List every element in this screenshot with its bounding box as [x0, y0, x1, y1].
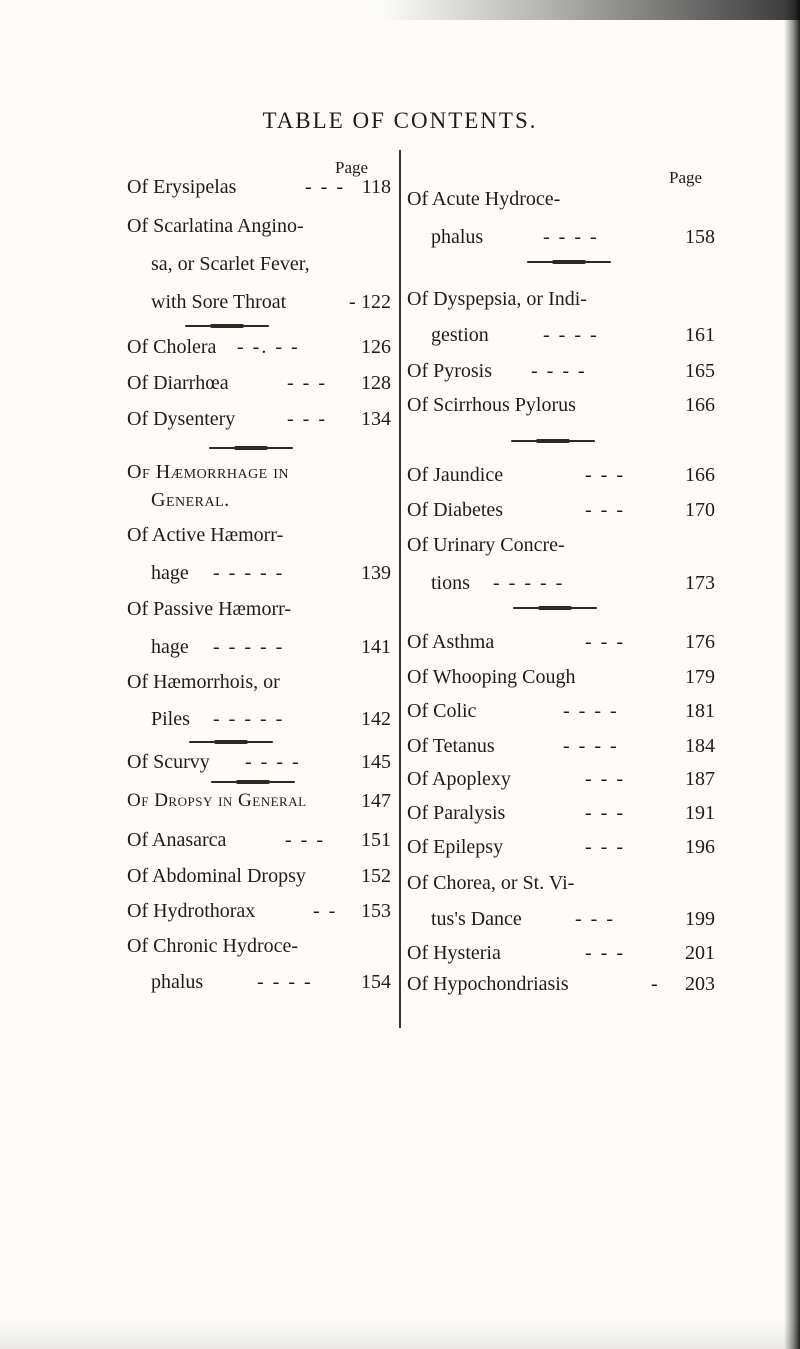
toc-entry: Of Hysteria - - - 201: [407, 942, 715, 964]
toc-entry-line: Of Urinary Concre-: [407, 534, 565, 556]
toc-entry: Of Diabetes - - - 170: [407, 499, 715, 521]
toc-entry: Of Erysipelas - - - 118: [127, 176, 391, 198]
toc-entry: Of Anasarca - - - 151: [127, 829, 391, 851]
toc-entry: gestion - - - - 161: [431, 324, 715, 346]
toc-entry: hage - - - - - 139: [151, 562, 391, 584]
toc-entry-line: Of Passive Hæmorr-: [127, 598, 292, 620]
toc-entry: tions - - - - - 173: [431, 572, 715, 594]
section-rule: [527, 261, 611, 263]
section-rule: [185, 325, 269, 327]
page-column-header: Page: [335, 158, 369, 177]
page-bottom-shade: [0, 1320, 800, 1349]
toc-entry: Of Dysentery - - - 134: [127, 408, 391, 430]
section-heading: General.: [151, 489, 230, 511]
toc-entry: Of Diarrhœa - - - 128: [127, 372, 391, 394]
toc-entry: Of Apoplexy - - - 187: [407, 768, 715, 790]
toc-entry: Piles - - - - - 142: [151, 708, 391, 730]
page-right-edge: [784, 0, 800, 1349]
toc-entry: Of Tetanus - - - - 184: [407, 735, 715, 757]
toc-entry-line: Of Hæmorrhois, or: [127, 671, 280, 693]
toc-entry: with Sore Throat - 122: [151, 291, 391, 313]
toc-entry: phalus - - - - 154: [151, 971, 391, 993]
toc-entry: Of Colic - - - - 181: [407, 700, 715, 722]
toc-entry-line: Of Acute Hydroce-: [407, 188, 561, 210]
section-rule: [511, 440, 595, 442]
toc-entry: Of Scirrhous Pylorus 166: [407, 394, 715, 416]
toc-entry: Of Whooping Cough 179: [407, 666, 715, 688]
toc-entry-line: Of Dyspepsia, or Indi-: [407, 288, 587, 310]
column-divider: [399, 150, 401, 1028]
toc-entry-line: Of Scarlatina Angino-: [127, 215, 304, 237]
toc-entry: Of Scurvy - - - - 145: [127, 751, 391, 773]
toc-entry: phalus - - - - 158: [431, 226, 715, 248]
page-top-shadow: [380, 0, 800, 20]
section-rule: [209, 447, 293, 449]
section-heading: Of Hæmorrhage in: [127, 461, 290, 483]
section-rule: [513, 607, 597, 609]
toc-entry: Of Epilepsy - - - 196: [407, 836, 715, 858]
toc-entry: Of Dropsy in General 147: [127, 790, 391, 812]
toc-entry: tus's Dance - - - 199: [431, 908, 715, 930]
toc-entry: Of Cholera - -. - - 126: [127, 336, 391, 358]
page-column-header: Page: [669, 168, 703, 187]
page-title: TABLE OF CONTENTS.: [262, 108, 538, 133]
toc-entry: Of Hypochondriasis - 203: [407, 973, 715, 995]
toc-entry: Of Abdominal Dropsy 152: [127, 865, 391, 887]
toc-entry: hage - - - - - 141: [151, 636, 391, 658]
toc-entry-line: sa, or Scarlet Fever,: [151, 253, 310, 275]
section-rule: [189, 741, 273, 743]
toc-entry-line: Of Chronic Hydroce-: [127, 935, 299, 957]
toc-entry: Of Jaundice - - - 166: [407, 464, 715, 486]
toc-entry: Of Paralysis - - - 191: [407, 802, 715, 824]
toc-entry: Of Pyrosis - - - - 165: [407, 360, 715, 382]
section-rule: [211, 781, 295, 783]
toc-entry: Of Hydrothorax - - 153: [127, 900, 391, 922]
toc-entry-line: Of Chorea, or St. Vi-: [407, 872, 575, 894]
toc-entry-line: Of Active Hæmorr-: [127, 524, 284, 546]
toc-entry: Of Asthma - - - 176: [407, 631, 715, 653]
